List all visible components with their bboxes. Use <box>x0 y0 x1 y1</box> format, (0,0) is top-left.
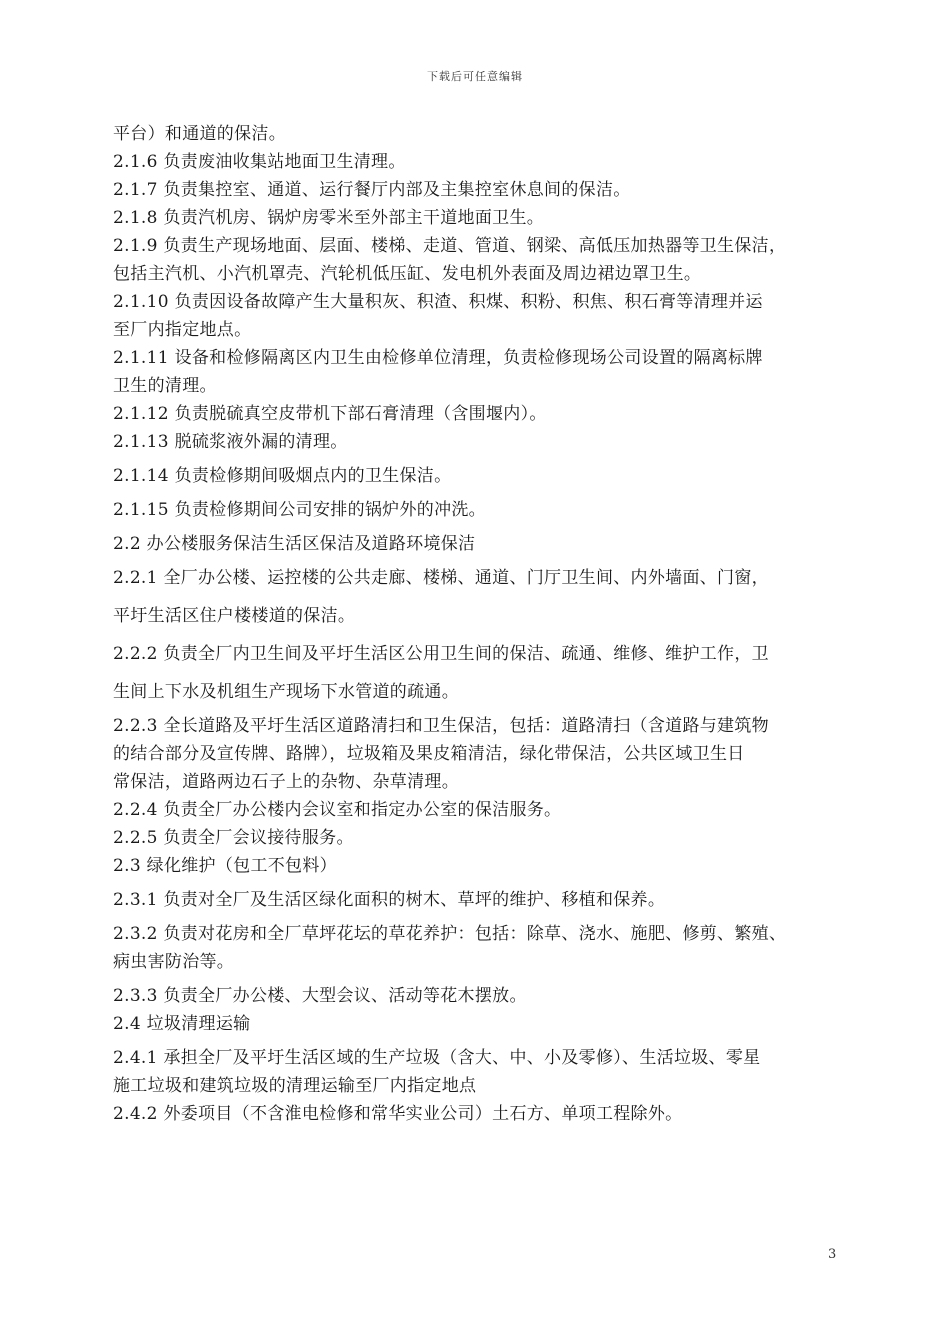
text-line: 生间上下水及机组生产现场下水管道的疏通。 <box>113 682 459 702</box>
text-line: 2.3.1 负责对全厂及生活区绿化面积的树木、草坪的维护、移植和保养。 <box>113 890 666 910</box>
text-line: 2.4.2 外委项目（不含淮电检修和常华实业公司）土石方、单项工程除外。 <box>113 1104 683 1124</box>
text-line: 施工垃圾和建筑垃圾的清理运输至厂内指定地点 <box>113 1076 477 1096</box>
text-line: 平台）和通道的保洁。 <box>113 124 286 144</box>
text-line: 2.1.6 负责废油收集站地面卫生清理。 <box>113 152 406 172</box>
text-line: 2.1.13 脱硫浆液外漏的清理。 <box>113 432 348 452</box>
text-line: 至厂内指定地点。 <box>113 320 252 340</box>
page-number: 3 <box>828 1247 837 1262</box>
document-body <box>113 120 853 1128</box>
text-line: 2.2.3 全长道路及平圩生活区道路清扫和卫生保洁，包括：道路清扫（含道路与建筑物 <box>113 716 769 736</box>
text-line: 卫生的清理。 <box>113 376 217 396</box>
text-line: 2.1.7 负责集控室、通道、运行餐厅内部及主集控室休息间的保洁。 <box>113 180 631 200</box>
text-line: 2.2.1 全厂办公楼、运控楼的公共走廊、楼梯、通道、门厅卫生间、内外墙面、门窗， <box>113 568 769 588</box>
text-line: 2.3.2 负责对花房和全厂草坪花坛的草花养护：包括：除草、浇水、施肥、修剪、繁殖、 <box>113 924 787 944</box>
text-line: 2.2.2 负责全厂内卫生间及平圩生活区公用卫生间的保洁、疏通、维修、维护工作，卫 <box>113 644 769 664</box>
text-line: 2.1.11 设备和检修隔离区内卫生由检修单位清理，负责检修现场公司设置的隔离标牌 <box>113 348 763 368</box>
section-heading: 2.4 垃圾清理运输 <box>113 1014 251 1034</box>
section-heading: 2.3 绿化维护（包工不包料） <box>113 856 337 876</box>
text-line: 的结合部分及宣传牌、路牌），垃圾箱及果皮箱清洁，绿化带保洁，公共区域卫生日 <box>113 744 745 764</box>
text-line: 2.2.5 负责全厂会议接待服务。 <box>113 828 354 848</box>
text-line: 常保洁，道路两边石子上的杂物、杂草清理。 <box>113 772 459 792</box>
text-line: 2.1.15 负责检修期间公司安排的锅炉外的冲洗。 <box>113 500 486 520</box>
section-heading: 2.2 办公楼服务保洁生活区保洁及道路环境保洁 <box>113 534 476 554</box>
text-line: 2.1.8 负责汽机房、锅炉房零米至外部主干道地面卫生。 <box>113 208 545 228</box>
text-line: 包括主汽机、小汽机罩壳、汽轮机低压缸、发电机外表面及周边裙边罩卫生。 <box>113 264 702 284</box>
text-line: 2.1.12 负责脱硫真空皮带机下部石膏清理（含围堰内）。 <box>113 404 547 424</box>
text-line: 2.2.4 负责全厂办公楼内会议室和指定办公室的保洁服务。 <box>113 800 562 820</box>
text-line: 2.1.10 负责因设备故障产生大量积灰、积渣、积煤、积粉、积焦、积石膏等清理并运 <box>113 292 763 312</box>
text-line: 病虫害防治等。 <box>113 952 235 972</box>
text-line: 2.4.1 承担全厂及平圩生活区域的生产垃圾（含大、中、小及零修）、生活垃圾、零星 <box>113 1048 761 1068</box>
text-line: 平圩生活区住户楼楼道的保洁。 <box>113 606 356 626</box>
text-line: 2.1.9 负责生产现场地面、层面、楼梯、走道、管道、钢梁、高低压加热器等卫生保洁， <box>113 236 787 256</box>
text-line: 2.3.3 负责全厂办公楼、大型会议、活动等花木摆放。 <box>113 986 527 1006</box>
page-header: 下载后可任意编辑 <box>427 70 523 83</box>
text-line: 2.1.14 负责检修期间吸烟点内的卫生保洁。 <box>113 466 452 486</box>
